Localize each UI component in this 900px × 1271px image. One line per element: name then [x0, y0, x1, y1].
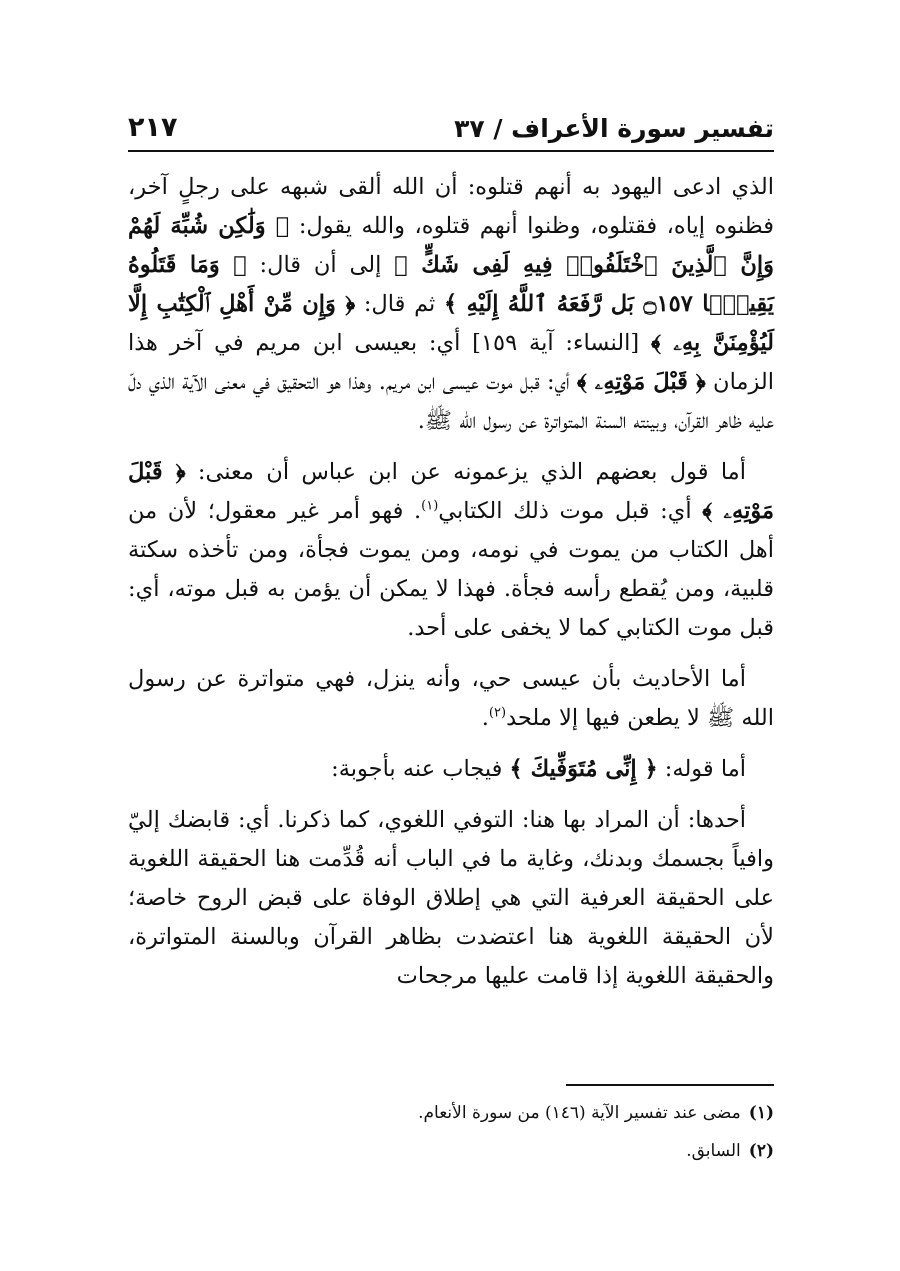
quran-quote: ﴿ وَإِن مِّنْ أَهْلِ ٱلْكِتَٰبِ إِلَّا لَيُؤْمِنَنَّ بِهِۦ ﴾ — [128, 291, 775, 356]
paragraph-2 — [128, 453, 774, 648]
footnote-text: السابق. — [686, 1141, 741, 1161]
header-rule — [128, 150, 774, 152]
quran-quote: ﴿ وَلَٰكِن شُبِّهَ لَهُمْ وَإِنَّ ٱلَّذِينَ ٱخْتَلَفُوا۟ فِيهِ لَفِى شَكٍّ ﴾ — [128, 213, 774, 278]
text-run: أما قوله: — [657, 756, 746, 782]
paragraph-1 — [128, 168, 774, 441]
footnote-text: مضى عند تفسير الآية (١٤٦) من سورة الأنعام. — [418, 1103, 741, 1123]
quran-quote: ﴿ قَبْلَ مَوْتِهِۦ ﴾ — [128, 459, 775, 524]
text-run: أما الأحاديث بأن عيسى حي، وأنه ينزل، فهي متواترة عن رسول الله ﷺ لا يطعن فيها إلا ملحد — [128, 666, 774, 731]
quran-quote: ﴿ قَبْلَ مَوْتِهِۦ ﴾ — [576, 369, 706, 395]
text-run: [النساء: آية ١٥٩] أي: بعيسى ابن مريم في آخر هذا الزمان — [128, 330, 774, 395]
footnote-rule — [566, 1084, 774, 1086]
text-run: فيجاب عنه بأجوبة: — [331, 756, 510, 782]
text-run: . فهو أمر غير معقول؛ لأن من أهل الكتاب من يموت في نومه، ومن يموت فجأة، ومن تأخذه سكتة قلبية، ومن يُقطع رأسه فجأة. فهذا لا يمكن أن يؤمن به قبل موته، أي: قبل موت الكتابي كما لا يخفى على أحد. — [128, 498, 774, 641]
quran-quote: ﴿ إِنِّى مُتَوَفِّيكَ ﴾ — [509, 756, 658, 782]
page-number: ٢١٧ — [128, 112, 178, 143]
footnote-2 — [128, 1132, 774, 1170]
footnote-number: (٢) — [748, 1141, 774, 1161]
page-header — [128, 110, 774, 150]
text-run: أي: قبل موت عيسى ابن مريم. وهذا هو التحقيق في معنى الآية الذي دلّ عليه ظاهر القرآن، وبينته السنة المتواترة عن رسول الله ﷺ. — [128, 369, 774, 434]
text-run: أي: قبل موت ذلك الكتابي — [438, 498, 703, 524]
paragraph-4 — [128, 750, 774, 789]
text-run: أما قول بعضهم الذي يزعمونه عن ابن عباس أن معنى: — [185, 459, 746, 485]
text-run: . — [481, 705, 489, 731]
running-title: تفسير سورة الأعراف / ٣٧ — [454, 114, 774, 143]
main-text — [128, 168, 774, 1008]
paragraph-5 — [128, 801, 774, 996]
footnote-ref-1[interactable]: (١) — [421, 498, 439, 514]
footnote-1 — [128, 1094, 774, 1132]
text-run: الذي ادعى اليهود به أنهم قتلوه: أن الله ألقى شبهه على رجلٍ آخر، فظنوه إياه، فقتلوه، وظنوا أنهم قتلوه، والله يقول: — [128, 174, 774, 239]
footnote-ref-2[interactable]: (٢) — [488, 705, 507, 721]
text-run: ثم قال: — [355, 291, 445, 317]
footnote-number: (١) — [748, 1103, 774, 1123]
text-run: إلى أن قال: — [246, 252, 395, 278]
paragraph-3 — [128, 660, 774, 738]
quran-quote: ﴿ وَمَا قَتَلُوهُ يَقِينًۢا ۝١٥٧ بَل رَّفَعَهُ ٱللَّهُ إِلَيْهِ ﴾ — [128, 252, 775, 317]
text-run: أحدها: أن المراد بها هنا: التوفي اللغوي، كما ذكرنا. أي: قابضك إليّ وافياً بجسمك وبدنك، وغاية ما في الباب أنه قُدِّمت هنا الحقيقة اللغوية على الحقيقة العرفية التي هي إطلاق الوفاة على قبض الروح خاصة؛ لأن الحقيقة اللغوية هنا اعتضدت بظاهر القرآن وبالسنة المتواترة، والحقيقة اللغوية إذا قامت عليها مرجحات — [128, 807, 774, 989]
footnotes — [128, 1094, 774, 1170]
